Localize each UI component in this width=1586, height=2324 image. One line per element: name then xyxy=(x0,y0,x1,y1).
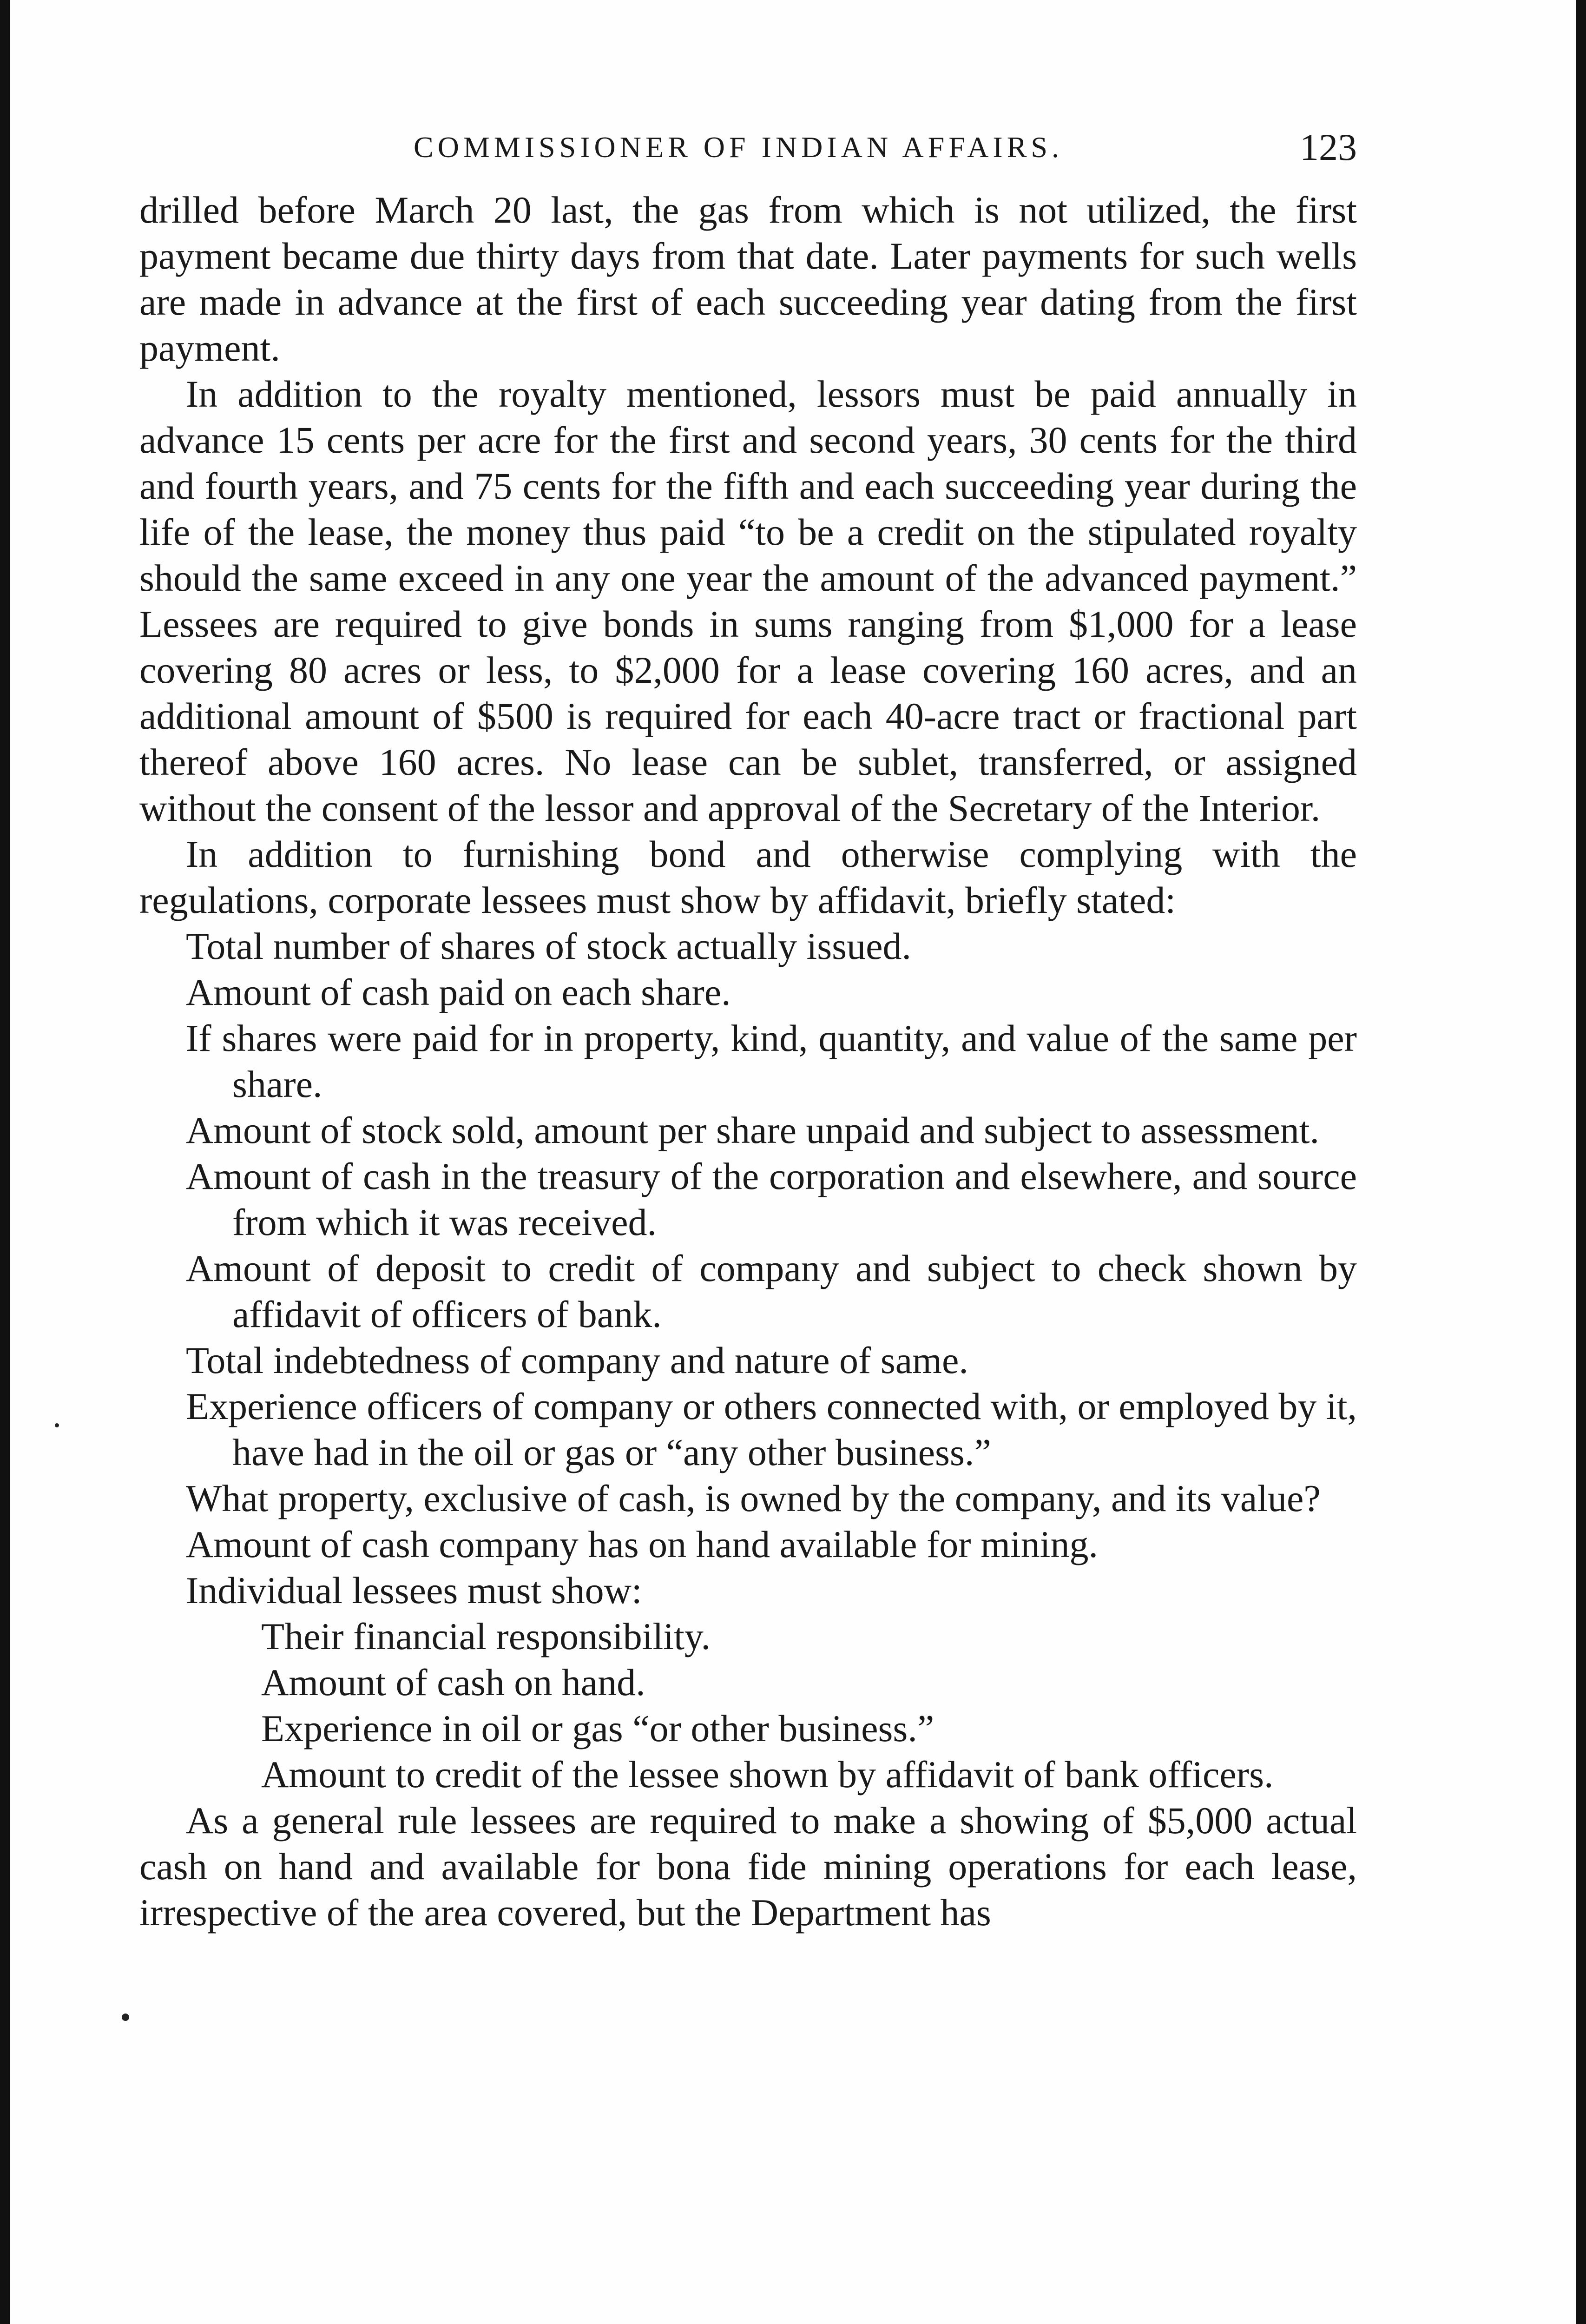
paragraph-royalty: In addition to the royalty mentioned, lessors must be paid annually in advance 15 cents per acre for the first and second years, 30 cents for the third and fourth years, and 75 cents for the fifth and each succeeding year during the life of the lease, the money thus paid “to be a credit on the stipulated royalty should the same exceed in any one year the amount of the advanced payment.” Lessees are required to give bonds in sums ranging from $1,000 for a lease covering 80 acres or less, to $2,000 for a lease covering 160 acres, and an additional amount of $500 is required for each 40-acre tract or fractional part thereof above 160 acres. No lease can be sublet, transferred, or assigned without the consent of the lessor and approval of the Secretary of the Interior. xyxy=(139,373,1357,829)
list-item: Experience officers of company or others connected with, or employed by it, have had in the oil or gas or “any other business.” xyxy=(186,1385,1357,1473)
list-item: If shares were paid for in property, kind, quantity, and value of the same per share. xyxy=(186,1017,1357,1105)
paragraph-general-rule: As a general rule lessees are required to make a showing of $5,000 actual cash on hand and available for bona fide mining operations for each lease, irrespective of the area covered, but the Department has xyxy=(139,1799,1357,1934)
list-item: Amount of stock sold, amount per share unpaid and subject to assessment. xyxy=(186,1109,1320,1151)
paragraph-corporate-requirements: In addition to furnishing bond and otherwise complying with the regulations, corporate lessees must show by affidavit, briefly stated: xyxy=(139,833,1357,921)
running-title: COMMISSIONER OF INDIAN AFFAIRS. xyxy=(414,131,1063,164)
list-item: Amount of cash in the treasury of the corporation and elsewhere, and source from which it was received. xyxy=(186,1155,1357,1243)
list-item: Amount of cash paid on each share. xyxy=(186,971,731,1013)
list-item: Experience in oil or gas “or other business.” xyxy=(261,1707,934,1750)
individual-lessees-intro: Individual lessees must show: xyxy=(186,1569,642,1611)
scan-speck xyxy=(122,2014,129,2021)
list-item: Amount of cash company has on hand available for mining. xyxy=(186,1523,1098,1565)
scan-border-left xyxy=(0,0,10,2324)
page-header xyxy=(139,125,1357,181)
list-item: Total number of shares of stock actually issued. xyxy=(186,925,911,967)
paragraph-continued: drilled before March 20 last, the gas from which is not utilized, the first payment became due thirty days from that date. Later payments for such wells are made in advance at the first of each succeeding year dating from the first payment. xyxy=(139,189,1357,369)
list-item: Amount of deposit to credit of company and subject to check shown by affidavit of officers of bank. xyxy=(186,1247,1357,1335)
list-item: Amount of cash on hand. xyxy=(261,1661,645,1703)
scan-border-right xyxy=(1576,0,1586,2324)
individual-requirements-list xyxy=(139,1613,1357,1797)
list-item: Their financial responsibility. xyxy=(261,1615,711,1657)
list-item: What property, exclusive of cash, is owned by the company, and its value? xyxy=(186,1477,1321,1519)
list-item: Total indebtedness of company and nature of same. xyxy=(186,1339,968,1381)
corporate-affidavit-list xyxy=(139,923,1357,1613)
list-item: Amount to credit of the lessee shown by affidavit of bank officers. xyxy=(261,1753,1274,1796)
page-body xyxy=(139,187,1357,1935)
scan-speck xyxy=(55,1423,59,1427)
page-number: 123 xyxy=(1300,126,1357,168)
